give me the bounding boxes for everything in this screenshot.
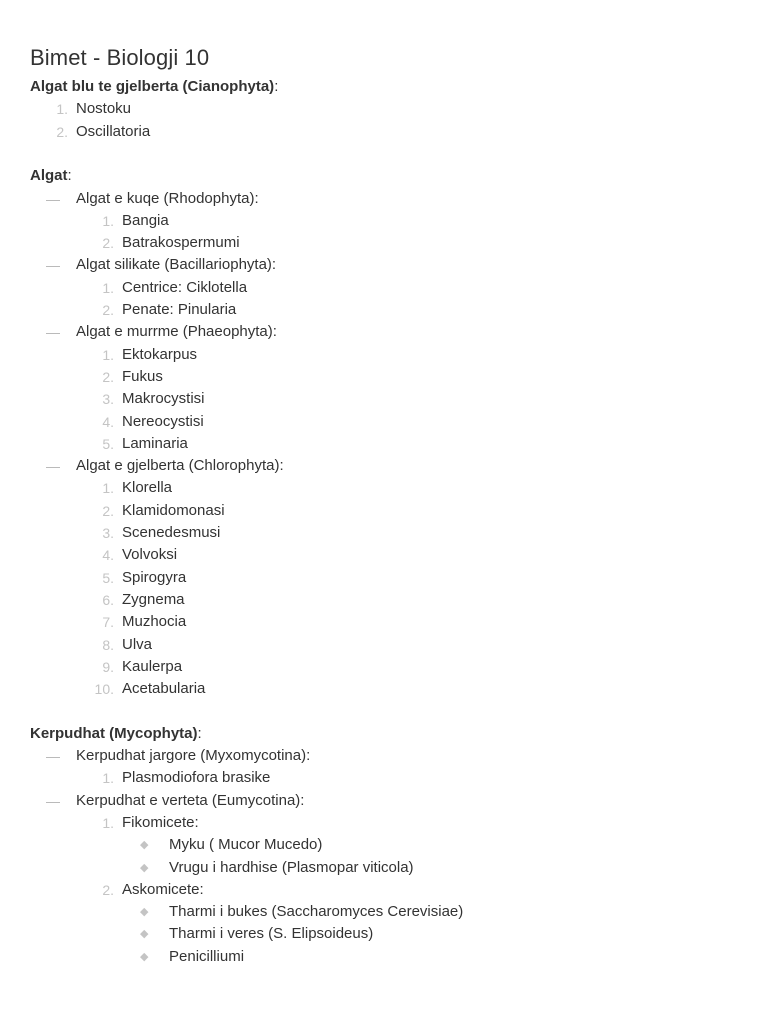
group-item — [0, 455, 768, 477]
list-item-text: Penicilliumi — [169, 947, 245, 965]
section-heading-colon: : — [197, 724, 202, 742]
list-item-text: Vrugu i hardhise (Plasmopar viticola) — [169, 858, 414, 876]
dash-bullet-icon: — — [46, 257, 60, 274]
list-item-text: Tharmi i bukes (Saccharomyces Cerevisiae) — [169, 903, 464, 921]
list-number-marker: 2. — [102, 235, 114, 252]
list-item-text: Muzhocia — [122, 613, 187, 631]
list-item-text: Kaulerpa — [122, 657, 183, 675]
section-heading-text — [30, 76, 278, 98]
list-item-text: Nostoku — [76, 100, 132, 118]
list-item — [0, 344, 768, 366]
group-item — [0, 254, 768, 276]
list-item — [0, 277, 768, 299]
list-item — [0, 834, 768, 856]
list-item-text: Makrocystisi — [122, 390, 205, 408]
list-item-text: Laminaria — [122, 434, 188, 452]
list-item-text: Batrakospermumi — [122, 234, 240, 252]
list-item-text: Tharmi i veres (S. Elipsoideus) — [169, 925, 374, 943]
list-item-text: Ulva — [122, 635, 153, 653]
list-item-text: Acetabularia — [122, 680, 206, 698]
list-item-text: Nereocystisi — [122, 412, 204, 430]
diamond-bullet-icon: ◆ — [140, 839, 149, 852]
subgroup-item — [0, 879, 768, 901]
subgroup-item — [0, 812, 768, 834]
list-item-text: Plasmodiofora brasike — [122, 769, 271, 787]
list-number-marker: 8. — [102, 636, 114, 653]
list-item-text: Zygnema — [122, 590, 185, 608]
section-heading — [0, 723, 768, 745]
section-heading-text — [30, 165, 72, 187]
list-number-marker: 6. — [102, 591, 114, 608]
diamond-bullet-icon: ◆ — [140, 906, 149, 919]
list-item — [0, 232, 768, 254]
list-number-marker: 2. — [102, 881, 114, 898]
subgroup-label: Fikomicete: — [122, 813, 199, 831]
list-number-marker: 10. — [94, 681, 114, 698]
list-item-text: Centrice: Ciklotella — [122, 278, 248, 296]
section-heading-label: Algat — [30, 167, 68, 185]
list-item — [0, 500, 768, 522]
section-heading-text — [30, 723, 202, 745]
list-number-marker: 1. — [102, 814, 114, 831]
list-item — [0, 611, 768, 633]
list-item — [0, 121, 768, 143]
list-number-marker: 7. — [102, 614, 114, 631]
diamond-bullet-icon: ◆ — [140, 861, 149, 874]
list-number-marker: 9. — [102, 658, 114, 675]
list-number-marker: 2. — [102, 502, 114, 519]
list-item — [0, 98, 768, 120]
subgroup-label: Askomicete: — [122, 880, 204, 898]
group-item — [0, 321, 768, 343]
list-item-text: Spirogyra — [122, 568, 187, 586]
list-item-text: Fukus — [122, 367, 163, 385]
list-item-text: Penate: Pinularia — [122, 301, 237, 318]
list-number-marker: 4. — [102, 413, 114, 430]
page-title: Bimet - Biologji 10 — [30, 45, 210, 70]
list-number-marker: 1. — [56, 101, 68, 118]
section-heading — [0, 165, 768, 187]
group-item — [0, 188, 768, 210]
list-item — [0, 477, 768, 499]
list-number-marker: 1. — [102, 346, 114, 363]
group-label: Algat e murrme (Phaeophyta): — [76, 323, 277, 341]
list-item-text: Oscillatoria — [76, 122, 151, 140]
list-number-marker: 2. — [102, 368, 114, 385]
section-heading-label: Kerpudhat (Mycophyta) — [30, 724, 198, 742]
list-item-text: Volvoksi — [122, 546, 178, 564]
diamond-bullet-icon: ◆ — [140, 950, 149, 963]
section-heading — [0, 76, 768, 98]
dash-bullet-icon: — — [46, 792, 60, 809]
list-item-text: Myku ( Mucor Mucedo) — [169, 836, 323, 854]
list-number-marker: 3. — [102, 391, 114, 408]
dash-bullet-icon: — — [46, 748, 60, 764]
list-item — [0, 857, 768, 879]
list-item — [0, 656, 768, 678]
list-number-marker: 5. — [102, 435, 114, 452]
list-item — [0, 589, 768, 611]
list-item — [0, 946, 768, 968]
list-number-marker: 4. — [102, 547, 114, 564]
list-item — [0, 567, 768, 589]
dash-bullet-icon: — — [46, 324, 60, 341]
list-item — [0, 411, 768, 433]
list-number-marker: 1. — [102, 279, 114, 296]
group-item — [0, 745, 768, 767]
group-label: Algat e kuqe (Rhodophyta): — [76, 189, 259, 207]
list-number-marker: 2. — [56, 123, 68, 140]
list-number-marker: 1. — [102, 770, 114, 787]
list-item — [0, 544, 768, 566]
group-label: Algat e gjelberta (Chlorophyta): — [76, 457, 284, 475]
list-number-marker: 1. — [102, 212, 114, 229]
list-item — [0, 634, 768, 656]
list-item-text: Klamidomonasi — [122, 501, 225, 519]
list-number-marker: 1. — [102, 480, 114, 497]
diamond-bullet-icon: ◆ — [140, 928, 149, 941]
section-heading-label: Algat blu te gjelberta (Cianophyta) — [30, 78, 275, 95]
list-number-marker: 3. — [102, 525, 114, 541]
list-item — [0, 299, 768, 321]
list-item-text: Scenedesmusi — [122, 524, 221, 541]
section-heading-colon: : — [274, 78, 279, 95]
group-label: Algat silikate (Bacillariophyta): — [76, 256, 277, 274]
list-item — [0, 678, 768, 700]
group-label: Kerpudhat jargore (Myxomycotina): — [76, 747, 311, 764]
list-item — [0, 433, 768, 455]
list-item — [0, 923, 768, 945]
list-item — [0, 210, 768, 232]
list-item — [0, 388, 768, 410]
group-label: Kerpudhat e verteta (Eumycotina): — [76, 791, 305, 809]
list-item — [0, 522, 768, 544]
section-heading-colon: : — [67, 167, 72, 185]
list-number-marker: 5. — [102, 569, 114, 586]
dash-bullet-icon: — — [46, 458, 60, 475]
list-number-marker: 2. — [102, 302, 114, 318]
list-item-text: Bangia — [122, 211, 169, 229]
list-item-text: Klorella — [122, 479, 173, 497]
group-item — [0, 790, 768, 812]
list-item — [0, 767, 768, 789]
list-item-text: Ektokarpus — [122, 345, 198, 363]
list-item — [0, 901, 768, 923]
dash-bullet-icon: — — [46, 190, 60, 207]
list-item — [0, 366, 768, 388]
